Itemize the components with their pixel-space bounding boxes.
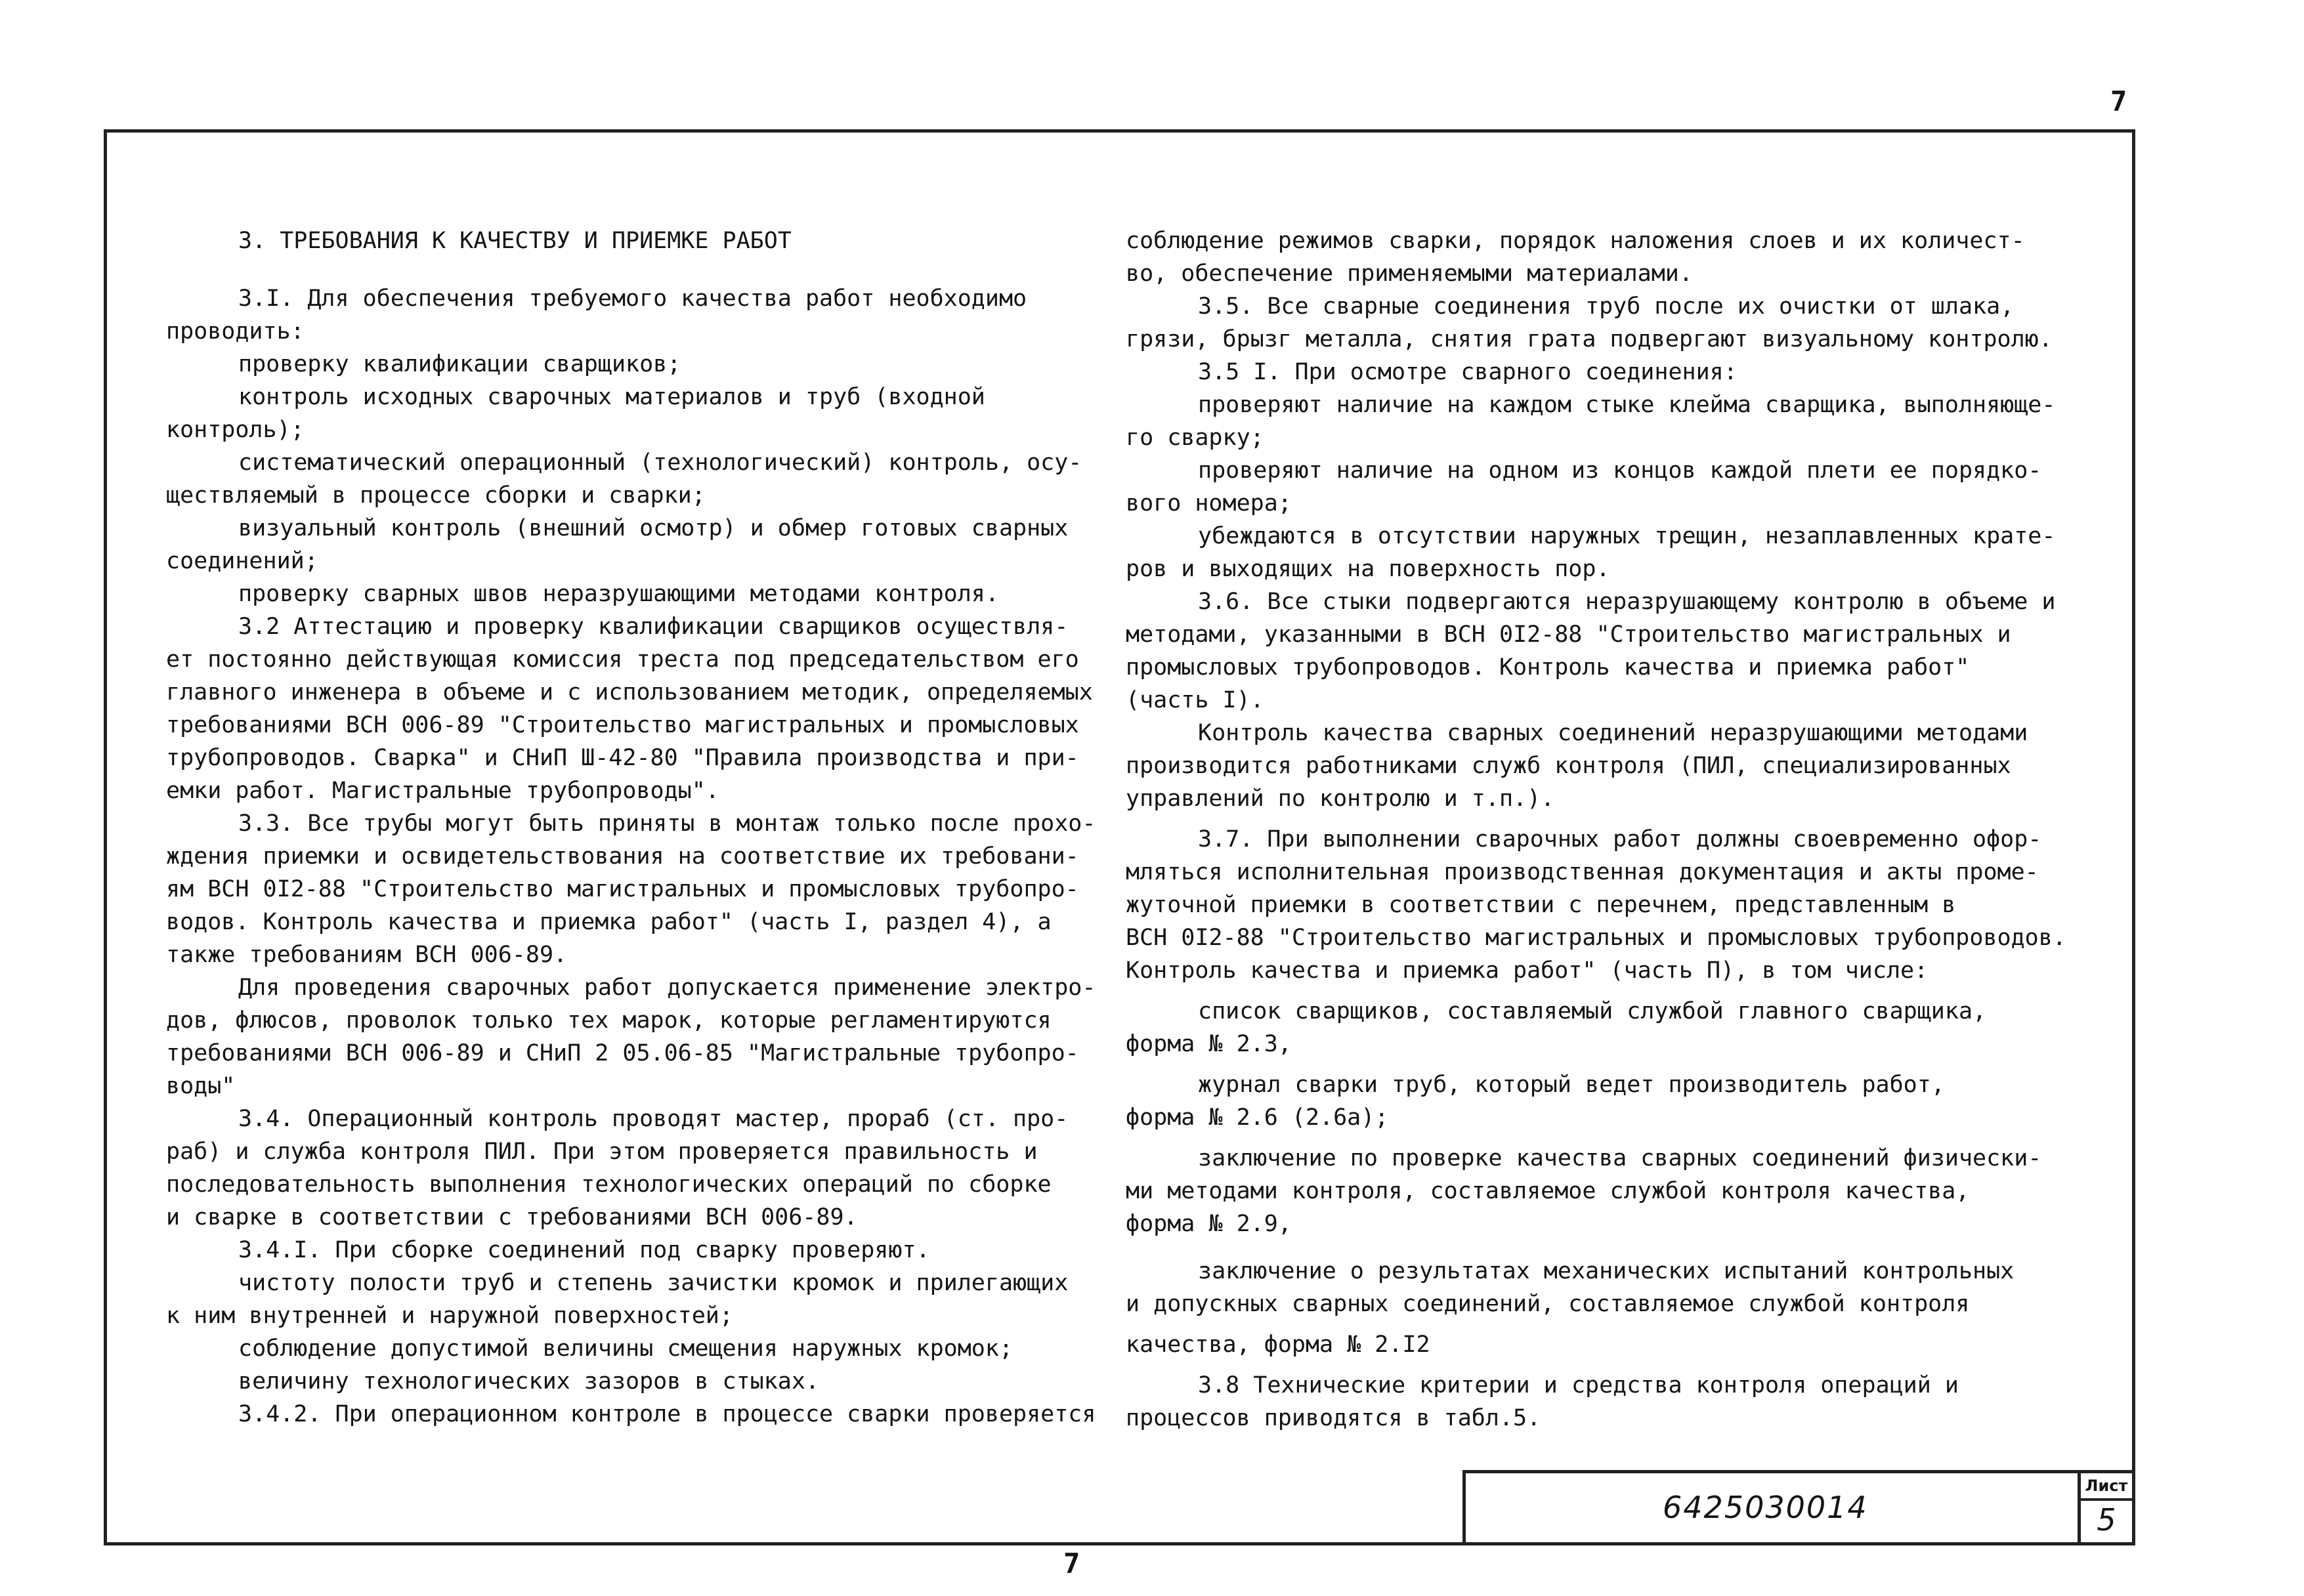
paragraph-line: к ним внутренней и наружной поверхностей;: [166, 1303, 733, 1329]
paragraph-line: 3.5 I. При осмотре сварного соединения:: [1198, 359, 1738, 385]
paragraph-line: воды": [166, 1073, 236, 1099]
paragraph-line: грязи, брызг металла, снятия грата подвергают визуальному контролю.: [1126, 326, 2053, 352]
paragraph-line: и допускных сварных соединений, составляемое службой контроля: [1126, 1291, 1970, 1317]
paragraph-line: чистоту полости труб и степень зачистки кромок и прилегающих: [238, 1270, 1069, 1296]
paragraph-line: главного инженера в объеме и с использованием методик, определяемых: [166, 679, 1093, 705]
paragraph-line: проверяют наличие на одном из концов каждой плети ее порядко-: [1198, 457, 2042, 484]
paragraph-line: (часть I).: [1126, 687, 1264, 713]
paragraph-line: промысловых трубопроводов. Контроль качества и приемка работ": [1126, 654, 1970, 681]
paragraph-line: соединений;: [166, 548, 318, 574]
paragraph-line: методами, указанными в ВСН 0I2-88 "Строительство магистральных и: [1126, 621, 2011, 648]
paragraph-line: убеждаются в отсутствии наружных трещин, незаплавленных крате-: [1198, 523, 2056, 549]
paragraph-line: 3.7. При выполнении сварочных работ должны своевременно офор-: [1198, 826, 2042, 852]
paragraph-line: также требованиям ВСН 006-89.: [166, 942, 568, 968]
paragraph-line: качества, форма № 2.I2: [1126, 1332, 1430, 1358]
page-number-top: 7: [2110, 85, 2127, 117]
paragraph-line: во, обеспечение применяемыми материалами.: [1126, 261, 1693, 287]
paragraph-line: 3.3. Все трубы могут быть приняты в монтаж только после прохо-: [238, 810, 1096, 837]
paragraph-line: форма № 2.9,: [1126, 1211, 1292, 1237]
paragraph-line: проверяют наличие на каждом стыке клейма сварщика, выполняюще-: [1198, 392, 2056, 418]
page-number-bottom: 7: [1063, 1547, 1080, 1580]
paragraph-line: контроль исходных сварочных материалов и труб (входной: [238, 384, 985, 410]
paragraph-line: ет постоянно действующая комиссия треста под председательством его: [166, 646, 1079, 673]
paragraph-line: заключение о результатах механических испытаний контрольных: [1198, 1258, 2015, 1284]
sheet-label: Лист: [2081, 1473, 2132, 1501]
paragraph-line: 3.5. Все сварные соединения труб после их очистки от шлака,: [1198, 293, 2015, 320]
paragraph-line: 3.4.2. При операционном контроле в процессе сварки проверяется: [238, 1401, 1096, 1427]
paragraph-line: дов, флюсов, проволок только тех марок, которые регламентируются: [166, 1007, 1052, 1034]
paragraph-line: ществляемый в процессе сборки и сварки;: [166, 482, 706, 509]
paragraph-line: 3.I. Для обеспечения требуемого качества работ необходимо: [238, 285, 1027, 312]
paragraph-line: процессов приводятся в табл.5.: [1126, 1405, 1541, 1431]
paragraph-line: систематический операционный (технологический) контроль, осу-: [238, 450, 1082, 476]
paragraph-line: проверку сварных швов неразрушающими методами контроля.: [238, 581, 999, 607]
paragraph-line: визуальный контроль (внешний осмотр) и обмер готовых сварных: [238, 515, 1069, 541]
paragraph-line: 3.4. Операционный контроль проводят мастер, прораб (ст. про-: [238, 1106, 1069, 1132]
sheet-number: 5: [2097, 1502, 2116, 1538]
paragraph-line: мляться исполнительная производственная документация и акты проме-: [1126, 859, 2039, 885]
paragraph-line: управлений по контролю и т.п.).: [1126, 786, 1555, 812]
paragraph-line: 3.4.I. При сборке соединений под сварку проверяют.: [238, 1237, 930, 1263]
paragraph-line: раб) и служба контроля ПИЛ. При этом проверяется правильность и: [166, 1139, 1038, 1165]
paragraph-line: журнал сварки труб, который ведет производитель работ,: [1198, 1072, 1945, 1098]
document-code: 6425030014: [1663, 1490, 1868, 1525]
paragraph-line: форма № 2.3,: [1126, 1031, 1292, 1057]
paragraph-line: требованиями ВСН 006-89 "Строительство магистральных и промысловых: [166, 712, 1079, 738]
paragraph-line: трубопроводов. Сварка" и СНиП Ш-42-80 "Правила производства и при-: [166, 745, 1079, 771]
paragraph-line: величину технологических зазоров в стыках.: [238, 1368, 820, 1395]
paragraph-line: водов. Контроль качества и приемка работ" (часть I, раздел 4), а: [166, 909, 1052, 935]
paragraph-line: 3.6. Все стыки подвергаются неразрушающему контролю в объеме и: [1198, 589, 2056, 615]
paragraph-line: ям ВСН 0I2-88 "Строительство магистральных и промысловых трубопро-: [166, 876, 1079, 902]
paragraph-line: 3.8 Технические критерии и средства контроля операций и: [1198, 1372, 1959, 1398]
paragraph-line: Для проведения сварочных работ допускается применение электро-: [238, 975, 1096, 1001]
paragraph-line: проводить:: [166, 318, 305, 345]
paragraph-line: соблюдение режимов сварки, порядок наложения слоев и их количест-: [1126, 228, 2025, 254]
paragraph-line: форма № 2.6 (2.6а);: [1126, 1104, 1389, 1131]
paragraph-line: соблюдение допустимой величины смещения наружных кромок;: [238, 1335, 1013, 1362]
paragraph-line: ВСН 0I2-88 "Строительство магистральных и промысловых трубопроводов.: [1126, 925, 2066, 951]
paragraph-line: и сварке в соответствии с требованиями ВСН 006-89.: [166, 1204, 858, 1230]
sheet-cell: [2078, 1473, 2132, 1544]
paragraph-line: требованиями ВСН 006-89 и СНиП 2 05.06-85 "Магистральные трубопро-: [166, 1040, 1079, 1066]
paragraph-line: ждения приемки и освидетельствования на соответствие их требовани-: [166, 843, 1079, 870]
paragraph-line: Контроль качества и приемка работ" (часть П), в том числе:: [1126, 957, 1929, 984]
paragraph-line: жуточной приемки в соответствии с перечнем, представленным в: [1126, 892, 1956, 918]
paragraph-line: емки работ. Магистральные трубопроводы".: [166, 778, 719, 804]
left-column: [166, 224, 1096, 1431]
paragraph-line: го сварку;: [1126, 425, 1264, 451]
paragraph-line: заключение по проверке качества сварных соединений физически-: [1198, 1145, 2042, 1171]
title-block-stamp: [1462, 1470, 2132, 1544]
paragraph-line: производится работниками служб контроля (ПИЛ, специализированных: [1126, 753, 2011, 779]
paragraph-line: ров и выходящих на поверхность пор.: [1126, 556, 1610, 582]
paragraph-line: Контроль качества сварных соединений неразрушающими методами: [1198, 720, 2028, 746]
paragraph-line: проверку квалификации сварщиков;: [238, 351, 681, 377]
paragraph-line: последовательность выполнения технологических операций по сборке: [166, 1171, 1052, 1198]
paragraph-line: ми методами контроля, составляемое службой контроля качества,: [1126, 1178, 1970, 1204]
paragraph-line: контроль);: [166, 417, 305, 443]
paragraph-line: вого номера;: [1126, 490, 1292, 516]
right-column: [1126, 224, 2066, 1435]
paragraph-line: список сварщиков, составляемый службой главного сварщика,: [1198, 998, 1987, 1024]
paragraph-line: 3.2 Аттестацию и проверку квалификации сварщиков осуществля-: [238, 614, 1069, 640]
section-title: 3. ТРЕБОВАНИЯ К КАЧЕСТВУ И ПРИЕМКЕ РАБОТ: [238, 228, 792, 254]
